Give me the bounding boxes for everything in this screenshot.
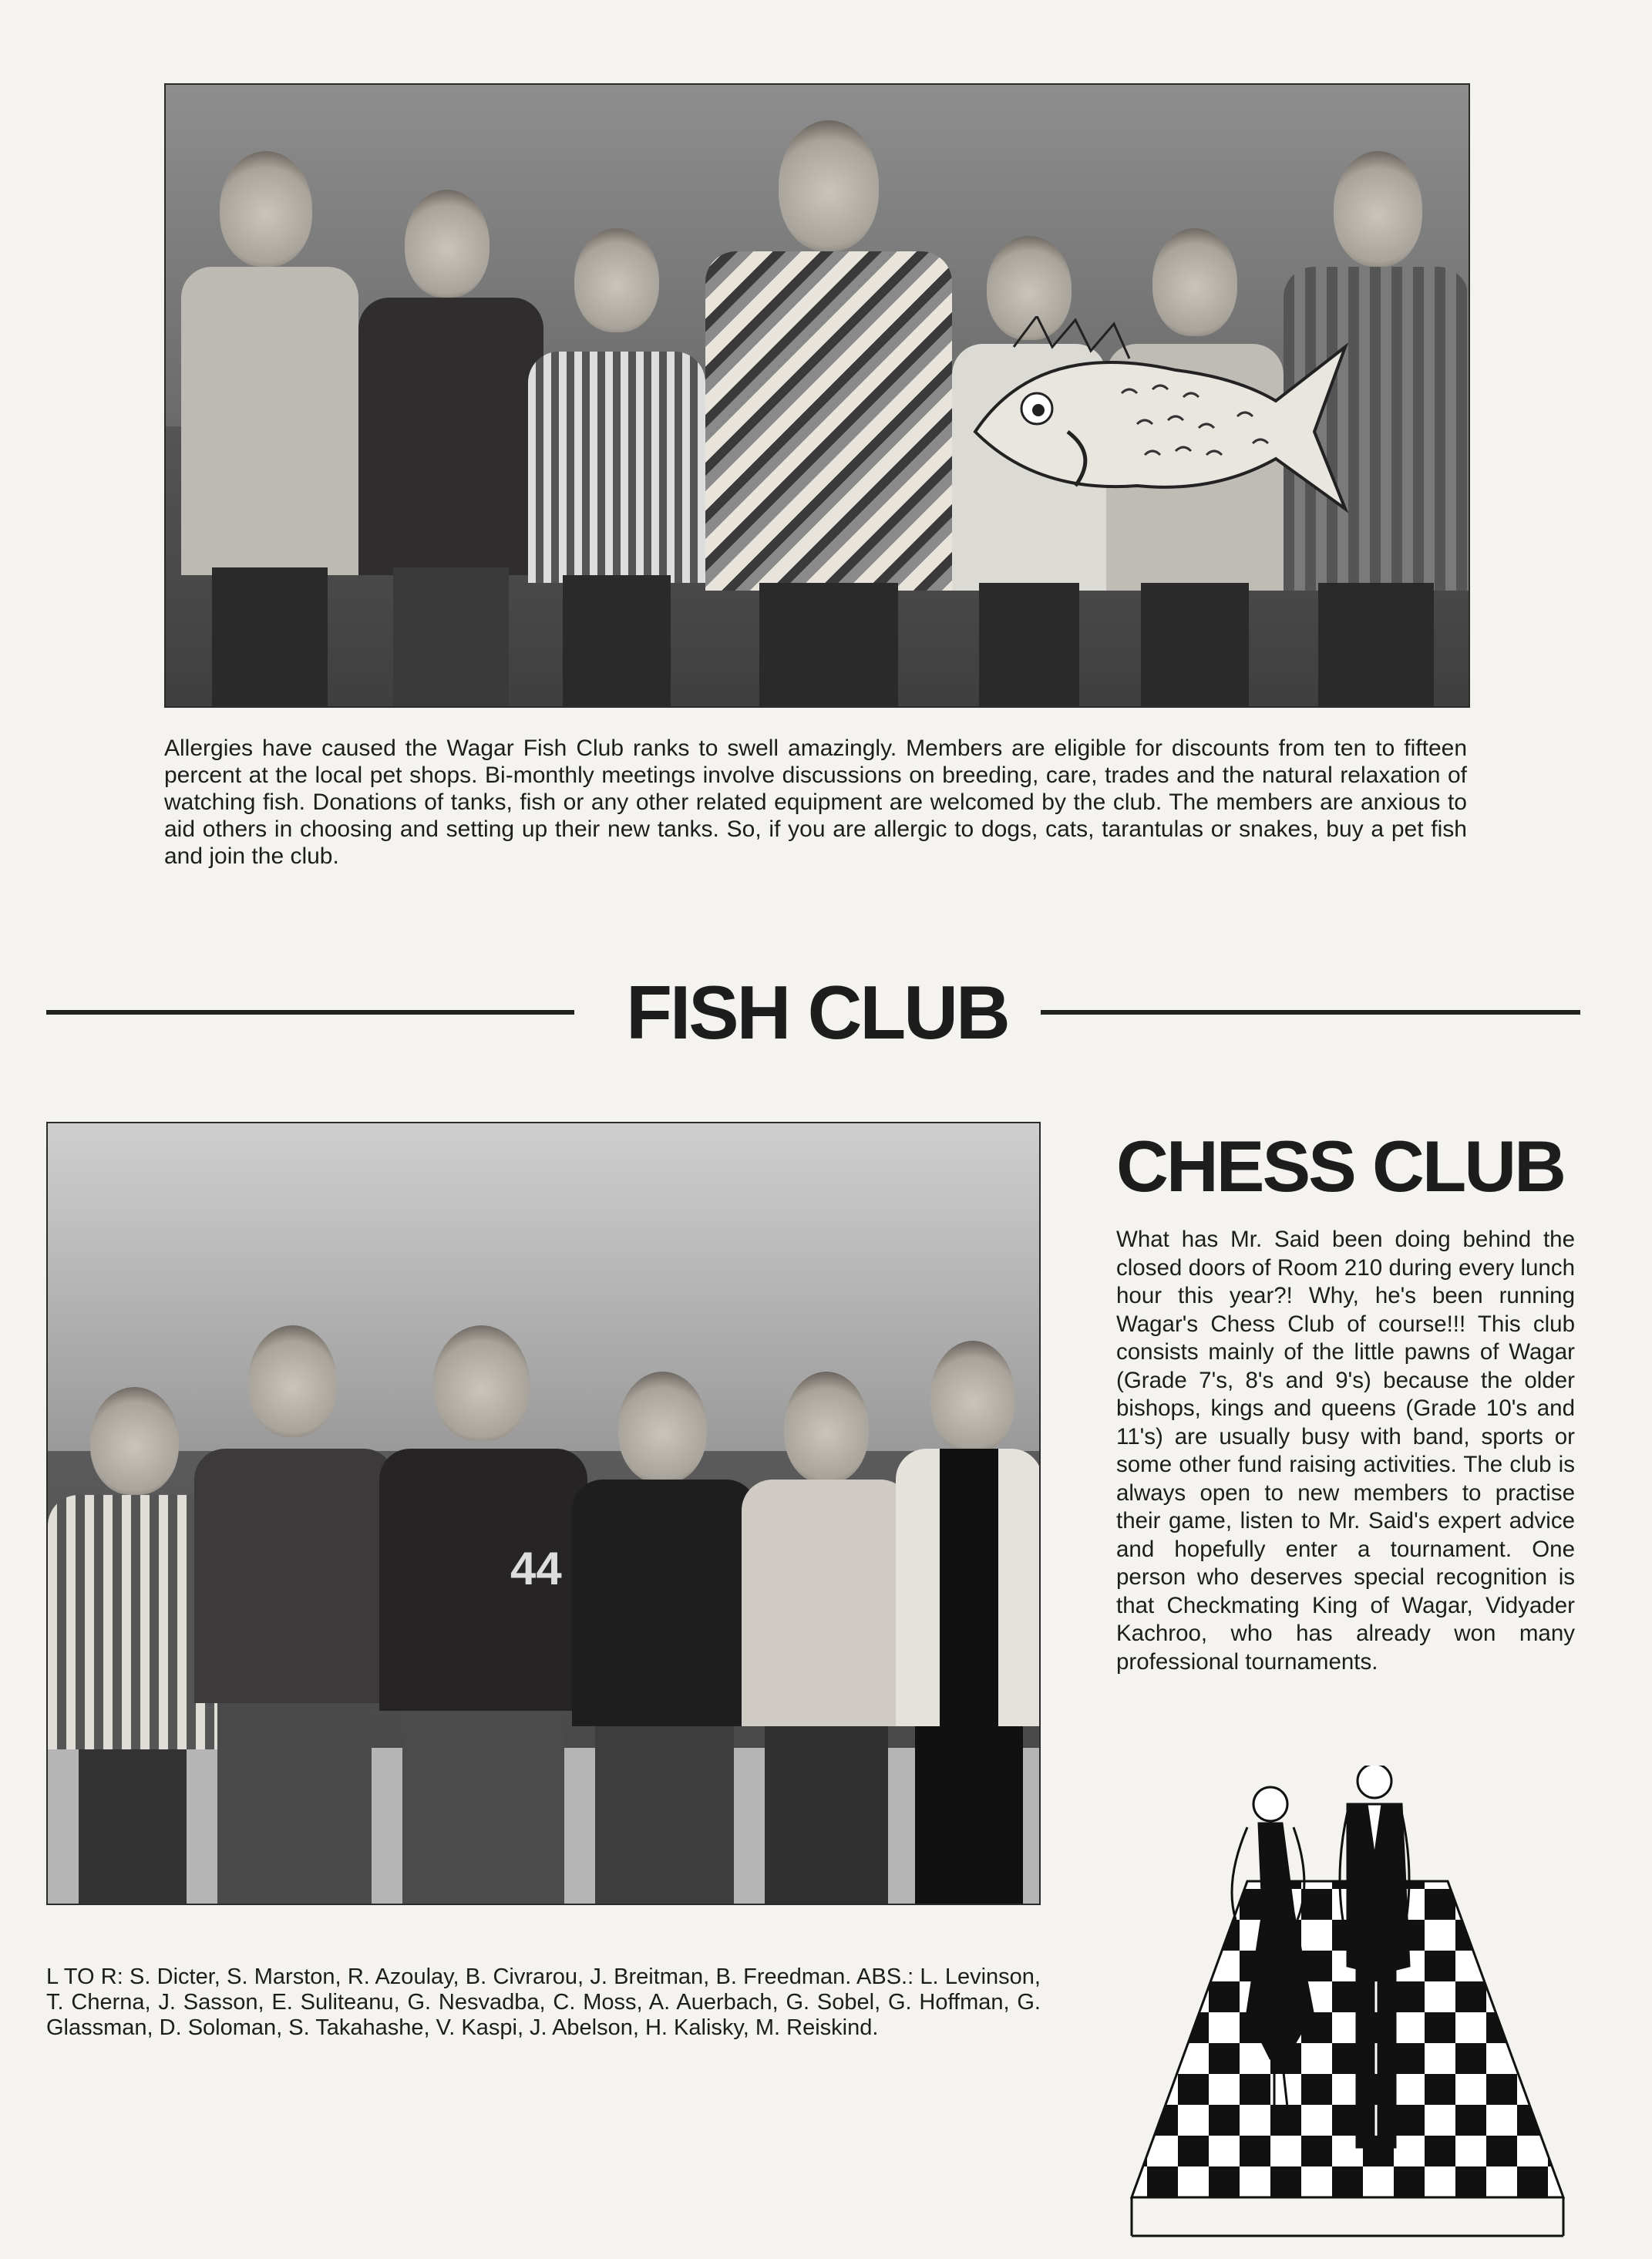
photo-person: [379, 1325, 587, 1904]
jersey-number: 44: [510, 1543, 562, 1594]
chess-club-caption: L TO R: S. Dicter, S. Marston, R. Azoulay, B. Civrarou, J. Breitman, B. Freedman. ABS.: L. Levinson, T. Cherna, J. Sasson, E. Suliteanu, G. Nesvadba, C. Moss, A. Auerbach, G. Sobel, G. Hoffman, G. Glassman, D. Soloman, S. Takahashe, V. Kaspi, J. Abelson, H. Kalisky, M. Reiskind.: [46, 1964, 1041, 2040]
chessboard-couple-illustration: [1116, 1766, 1579, 2244]
photo-person: [705, 120, 952, 706]
photo-person: [194, 1325, 395, 1904]
photo-person: [528, 228, 705, 706]
paper-fish-illustration: [944, 316, 1353, 532]
fish-club-heading-row: [46, 970, 1580, 1055]
photo-person: [181, 151, 358, 706]
heading-rule-left: [46, 1010, 574, 1015]
heading-rule-right: [1041, 1010, 1580, 1015]
photo-person: [48, 1387, 217, 1904]
photo-person: [572, 1372, 757, 1904]
chess-club-body: What has Mr. Said been doing behind the closed doors of Room 210 during every lunch hour this year?! Why, he's been running Wagar's Chess Club of course!!! This club consists mainly of the little pawns of Wagar (Grade 7's, 8's and 9's) because the older bishops, kings and queens (Grade 10's and 11's) are usually busy with band, sports or some other fund raising activities. The club is always open to new members to practise their game, listen to Mr. Said's expert advice and hopefully enter a tournament. One person who deserves special recognition is that Checkmating King of Wagar, Vidyader Kachroo, who has already won many professional tournaments.: [1116, 1227, 1575, 1675]
fish-club-title: FISH CLUB: [626, 970, 1008, 1055]
chess-club-title: CHESS CLUB: [1116, 1126, 1565, 1207]
chess-club-photo: [46, 1122, 1041, 1905]
photo-person: [896, 1341, 1041, 1904]
photo-person: [742, 1372, 911, 1904]
photo-person: [358, 190, 543, 706]
fish-club-photo: [164, 83, 1470, 708]
fish-club-caption: Allergies have caused the Wagar Fish Club ranks to swell amazingly. Members are eligible for discounts from ten to fifteen percent at the local pet shops. Bi-monthly meetings involve discussions on breeding, care, trades and the natural relaxation of watching fish. Donations of tanks, fish or any other related equipment are welcomed by the club. The members are anxious to aid others in choosing and setting up their new tanks. So, if you are allergic to dogs, cats, tarantulas or snakes, buy a pet fish and join the club.: [164, 736, 1467, 869]
